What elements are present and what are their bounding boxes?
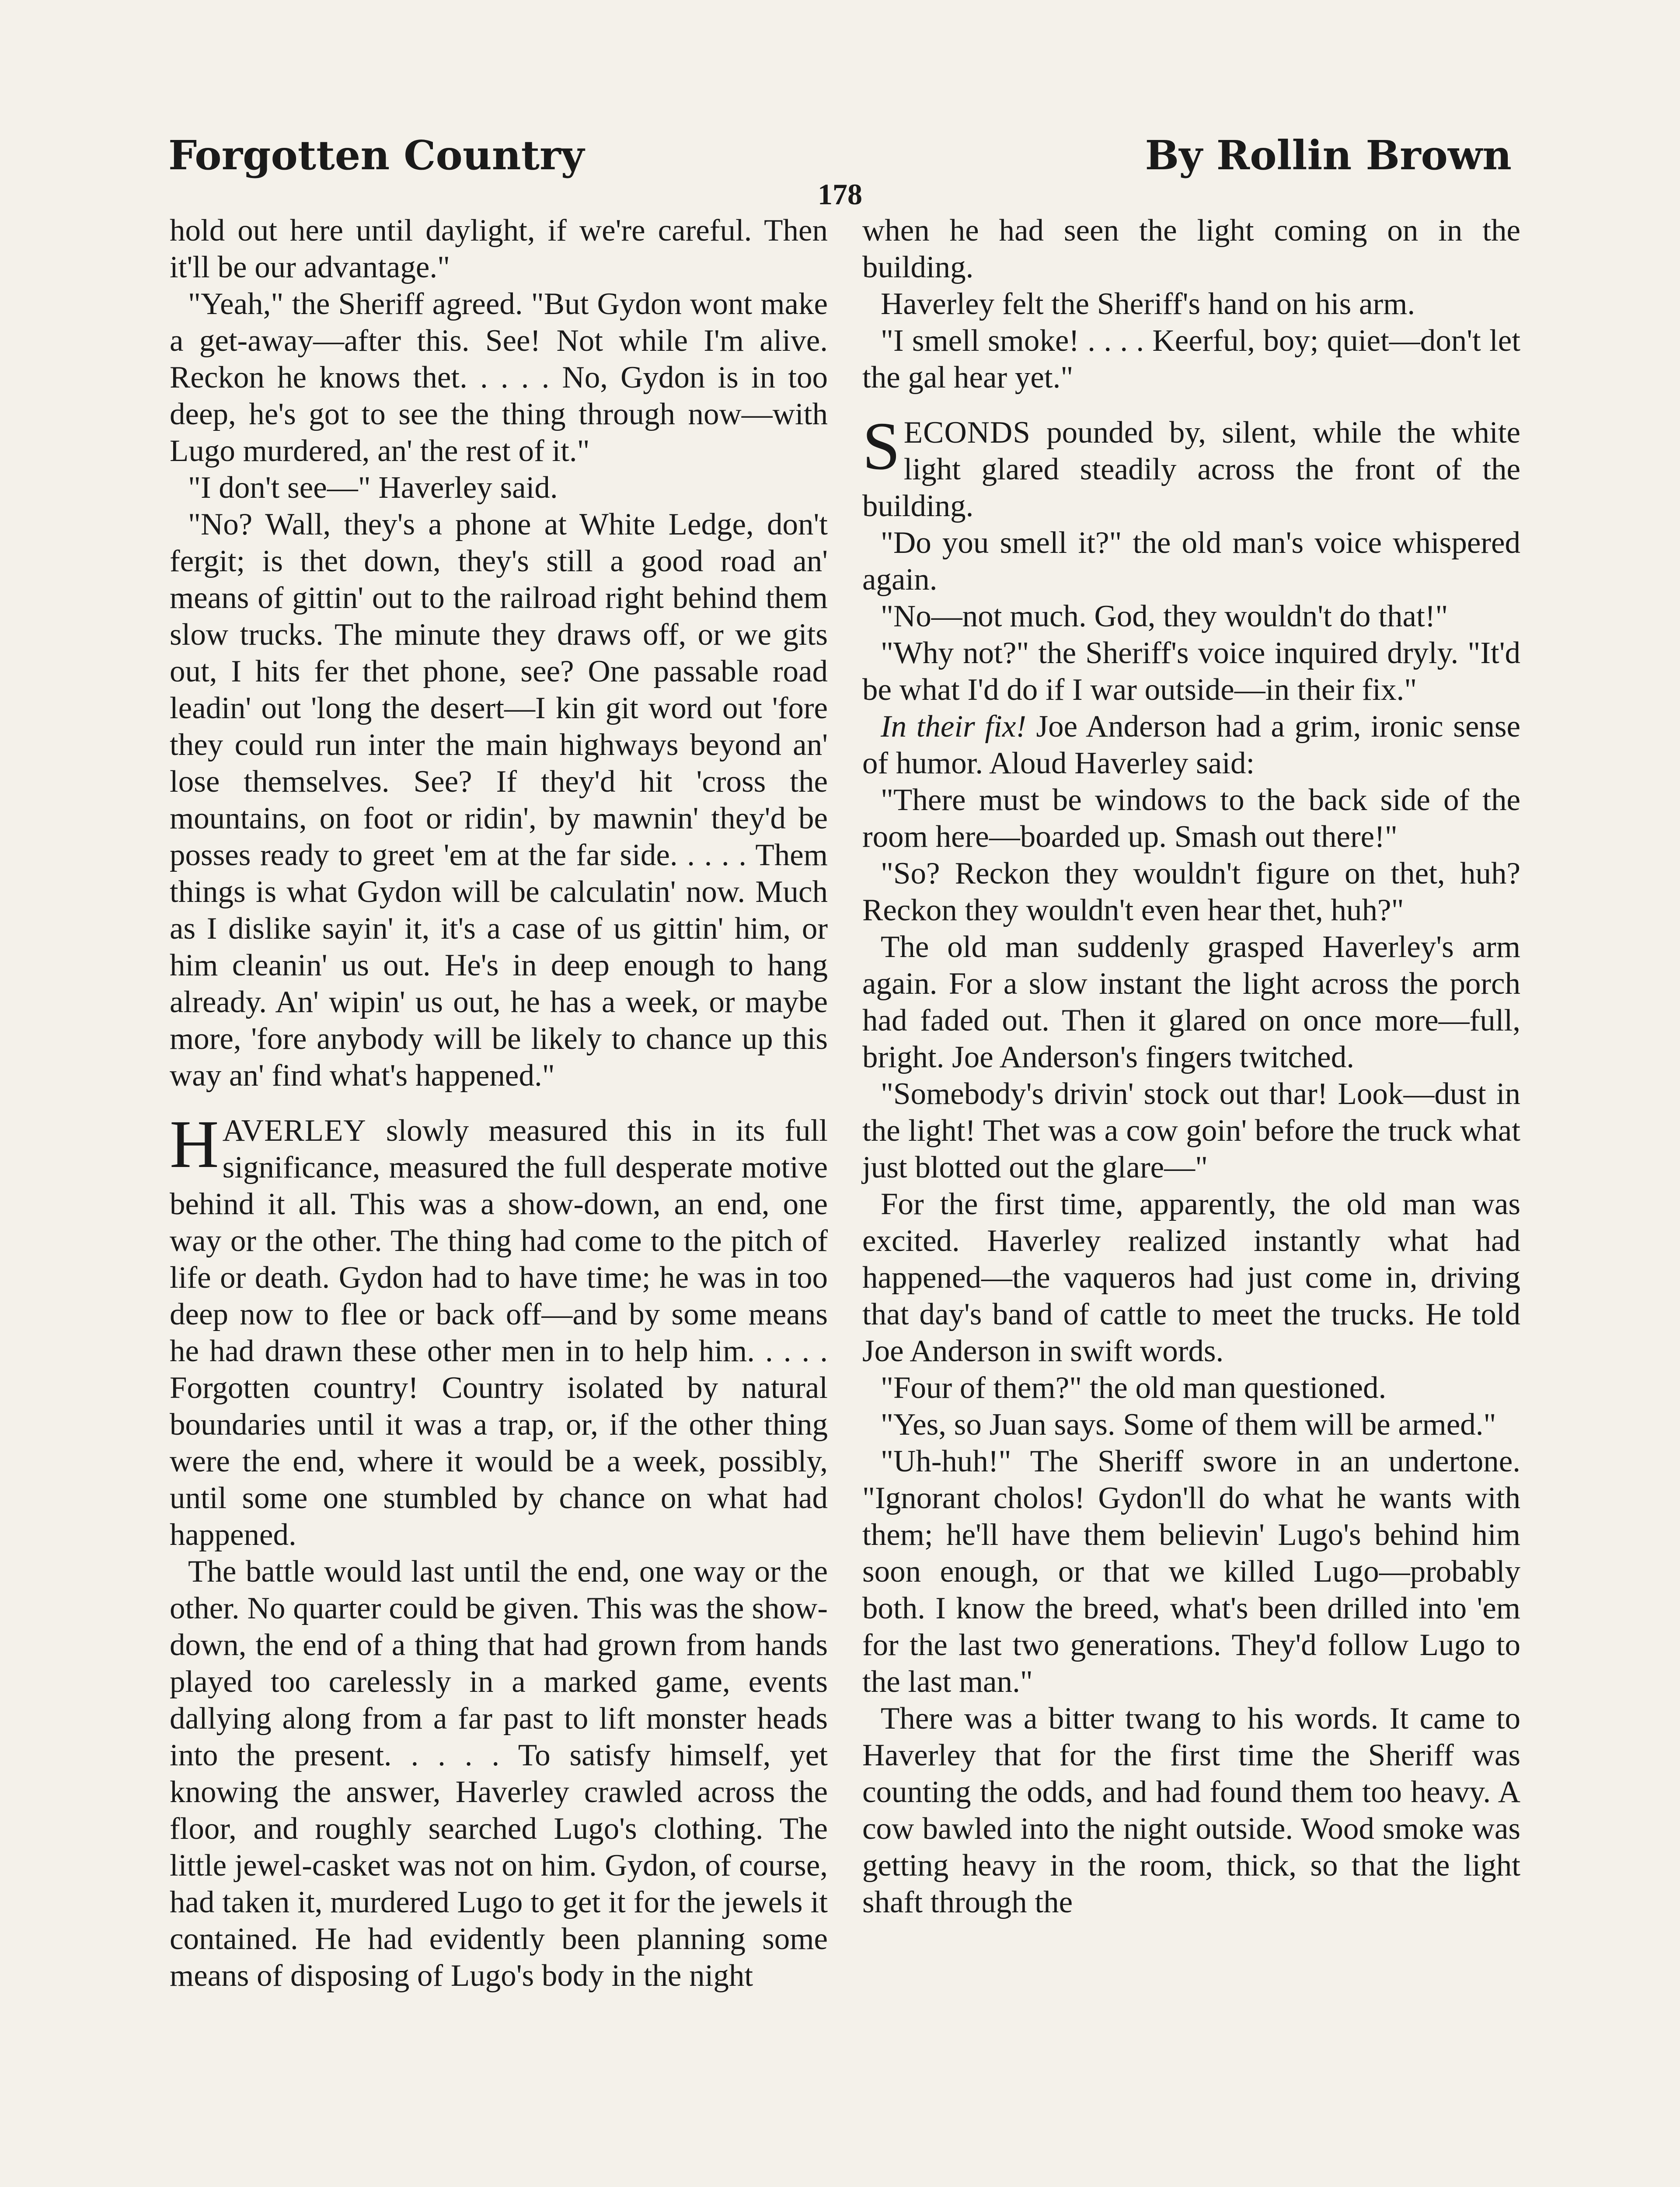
drop-cap: S <box>862 408 900 484</box>
paragraph: For the first time, apparently, the old man was excited. Haverley realized instantly what had happened—the vaqueros had just come in, driving that day's band of cattle to meet the trucks. He told Joe Anderson in swift words. <box>862 1187 1520 1368</box>
running-header <box>168 125 1512 186</box>
paragraph: Haverley felt the Sheriff's hand on his arm. <box>881 287 1415 321</box>
paragraph: when he had seen the light coming on in the building. <box>862 213 1520 284</box>
paragraph: "Yeah," the Sheriff agreed. "But Gydon wont make a get-away—after this. See! Not while I'm alive. Reckon he knows thet. . . . . No, Gydon is in too deep, he's got to see the thing through now—with Lugo murdered, an' the rest of it." <box>170 287 828 468</box>
story-title: Forgotten Country <box>168 132 585 179</box>
small-caps-lead: ECONDS <box>903 416 1031 450</box>
paragraph: "Yes, so Juan says. Some of them will be armed." <box>881 1408 1496 1442</box>
paragraph-section-start: SECONDS pounded by, silent, while the white light glared steadily across the front of the building. <box>862 408 1520 523</box>
paragraph: "Uh-huh!" The Sheriff swore in an undertone. "Ignorant cholos! Gydon'll do what he wants with them; he'll have them believin' Lugo's behind him soon enough, or that we killed Lugo—probably both. I know the breed, what's been drilled into 'em for the last two generations. They'd follow Lugo to the last man." <box>862 1444 1520 1699</box>
author-byline: By Rollin Brown <box>1145 132 1512 179</box>
paragraph: In their fix! Joe Anderson had a grim, ironic sense of humor. Aloud Haverley said: <box>862 709 1520 780</box>
drop-cap: H <box>170 1106 219 1182</box>
paragraph: "I don't see—" Haverley said. <box>188 471 558 505</box>
paragraph: "Four of them?" the old man questioned. <box>881 1371 1387 1405</box>
paragraph: "Why not?" the Sheriff's voice inquired dryly. "It'd be what I'd do if I war outside—in their fix." <box>862 636 1520 707</box>
small-caps-lead: AVERLEY <box>222 1114 366 1148</box>
paragraph: "Somebody's drivin' stock out thar! Look—dust in the light! Thet was a cow goin' before the truck what just blotted out the glare—" <box>862 1077 1520 1184</box>
right-column <box>862 212 1520 1921</box>
paragraph: There was a bitter twang to his words. It came to Haverley that for the first time the Sheriff was counting the odds, and had found them too heavy. A cow bawled into the night outside. Wood smoke was getting heavy in the room, thick, so that the light shaft through the <box>862 1701 1520 1919</box>
paragraph: "No—not much. God, they wouldn't do that!" <box>881 599 1448 633</box>
page-number: 178 <box>818 178 862 211</box>
paragraph: "I smell smoke! . . . . Keerful, boy; quiet—don't let the gal hear yet." <box>862 324 1520 395</box>
paragraph: "No? Wall, they's a phone at White Ledge, don't fergit; is thet down, they's still a good road an' means of gittin' out to the railroad right behind them slow trucks. The minute they draws off, or we gits out, I hits fer thet phone, see? One passable road leadin' out 'long the desert—I kin git word out 'fore they could run inter the main highways beyond an' lose themselves. See? If they'd hit 'cross the mountains, on foot or ridin', by mawnin' they'd be posses ready to greet 'em at the far side. . . . . Them things is what Gydon will be calculatin' now. Much as I dislike sayin' it, it's a case of us gittin' him, or him cleanin' us out. He's in deep enough to hang already. An' wipin' us out, he has a week, or maybe more, 'fore anybody will be likely to chance up this way an' find what's happened." <box>170 507 828 1093</box>
paragraph: The old man suddenly grasped Haverley's arm again. For a slow instant the light across the porch had faded out. Then it glared on once more—full, bright. Joe Anderson's fingers twitched. <box>862 930 1520 1074</box>
paragraph: The battle would last until the end, one way or the other. No quarter could be given. This was the show-down, the end of a thing that had grown from hands played too carelessly in a marked game, events dallying along from a far past to lift monster heads into the present. . . . . To satisfy himself, yet knowing the answer, Haverley crawled across the floor, and roughly searched Lugo's clothing. The little jewel-casket was not on him. Gydon, of course, had taken it, murdered Lugo to get it for the jewels it contained. He had evidently been planning some means of disposing of Lugo's body in the night <box>170 1555 828 1993</box>
paragraph: "Do you smell it?" the old man's voice whispered again. <box>862 526 1520 597</box>
paragraph: hold out here until daylight, if we're careful. Then it'll be our advantage." <box>170 213 828 284</box>
paragraph: "So? Reckon they wouldn't figure on thet, huh? Reckon they wouldn't even hear thet, huh?" <box>862 856 1520 927</box>
italic-phrase: In their fix! <box>881 709 1026 744</box>
paragraph: "There must be windows to the back side of the room here—boarded up. Smash out there!" <box>862 783 1520 854</box>
left-column <box>170 212 828 1994</box>
paragraph-section-start: HAVERLEY slowly measured this in its full significance, measured the full desperate motive behind it all. This was a show-down, an end, one way or the other. The thing had come to the pitch of life or death. Gydon had to have time; he was in too deep now to flee or back off—and by some means he had drawn these other men in to help him. . . . . Forgotten country! Country isolated by natural boundaries until it was a trap, or, if the other thing were the end, where it would be a week, possibly, until some one stumbled by chance on what had happened. <box>170 1106 828 1552</box>
